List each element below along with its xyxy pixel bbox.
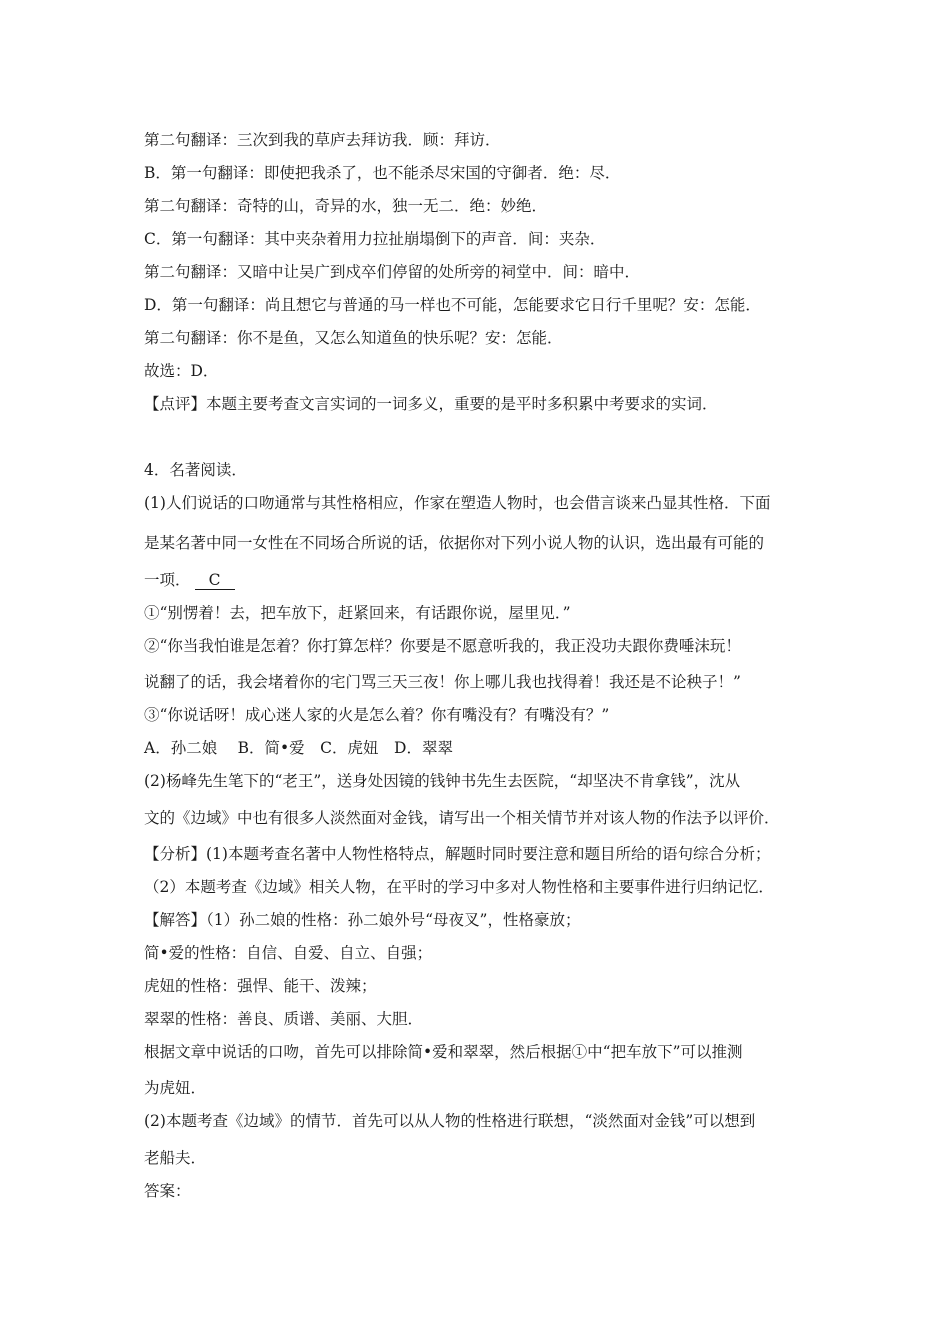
text-line — [144, 570, 235, 590]
text-line: 第二句翻译：你不是鱼，又怎么知道鱼的快乐呢？安：怎能． — [144, 329, 563, 347]
options-line: A．孙二娘 B．简•爱 C．虎妞 D．翠翠 — [144, 739, 453, 757]
text-line: (2)本题考查《边域》的情节．首先可以从人物的性格进行联想，“淡然面对金钱”可以想到 — [144, 1112, 756, 1130]
quote-line: ②“你当我怕谁是怎着？你打算怎样？你要是不愿意听我的，我正没功夫跟你费唾沫玩！ — [144, 637, 741, 655]
text-line: 是某名著中同一女性在不同场合所说的话，依据你对下列小说人物的认识，选出最有可能的 — [144, 534, 765, 552]
question-heading: 4．名著阅读． — [144, 461, 247, 479]
text-line: (1)人们说话的口吻通常与其性格相应，作家在塑造人物时，也会借言谈来凸显其性格．下面 — [144, 494, 771, 512]
text-line: 第二句翻译：又暗中让吴广到戍卒们停留的处所旁的祠堂中．间：暗中． — [144, 263, 641, 281]
text-line: 第二句翻译：三次到我的草庐去拜访我．顾：拜访． — [144, 131, 501, 149]
text-line: 简•爱的性格：自信、自爱、自立、自强； — [144, 944, 433, 962]
quote-line: ③“你说话呀！成心迷人家的火是怎么着？你有嘴没有？有嘴没有？” — [144, 706, 610, 724]
text-line: 第二句翻译：奇特的山，奇异的水，独一无二．绝：妙绝． — [144, 197, 548, 215]
text-line: (2)杨峰先生笔下的“老王”，送身处因镜的钱钟书先生去医院，“却坚决不肯拿钱”，沈从 — [144, 772, 741, 790]
comment-line: 【点评】本题主要考查文言实词的一词多义，重要的是平时多积累中考要求的实词． — [144, 395, 718, 413]
text-line: 文的《边域》中也有很多人淡然面对金钱，请写出一个相关情节并对该人物的作法予以评价． — [144, 809, 780, 827]
text-line: 为虎妞． — [144, 1079, 207, 1097]
answer-blank: C — [195, 571, 235, 590]
text-fragment: 一项． — [144, 571, 191, 589]
text-line: 虎妞的性格：强悍、能干、泼辣； — [144, 977, 377, 995]
quote-line: ①“别愣着！去，把车放下，赶紧回来，有话跟你说，屋里见．” — [144, 604, 571, 622]
text-line: 老船夫． — [144, 1149, 207, 1167]
text-line: 故选：D． — [144, 362, 219, 380]
quote-line: 说翻了的话，我会堵着你的宅门骂三天三夜！你上哪儿我也找得着！我还是不论秧子！” — [144, 673, 741, 691]
text-line: 根据文章中说话的口吻，首先可以排除简•爱和翠翠，然后根据①中“把车放下”可以推测 — [144, 1043, 743, 1061]
text-line: C．第一句翻译：其中夹杂着用力拉扯崩塌倒下的声音．间：夹杂． — [144, 230, 606, 248]
analysis-line: 【分析】(1)本题考查名著中人物性格特点，解题时同时要注意和题目所给的语句综合分析； — [144, 845, 771, 863]
answer-label: 答案： — [144, 1182, 191, 1200]
text-line: 翠翠的性格：善良、质谱、美丽、大胆． — [144, 1010, 424, 1028]
solution-line: 【解答】（1）孙二娘的性格：孙二娘外号“母夜叉”，性格豪放； — [144, 911, 581, 929]
analysis-line: （2）本题考查《边域》相关人物，在平时的学习中多对人物性格和主要事件进行归纳记忆． — [144, 878, 774, 896]
text-line: B．第一句翻译：即使把我杀了，也不能杀尽宋国的守御者．绝：尽． — [144, 164, 621, 182]
text-line: D．第一句翻译：尚且想它与普通的马一样也不可能，怎能要求它日行千里呢？安：怎能． — [144, 296, 761, 314]
